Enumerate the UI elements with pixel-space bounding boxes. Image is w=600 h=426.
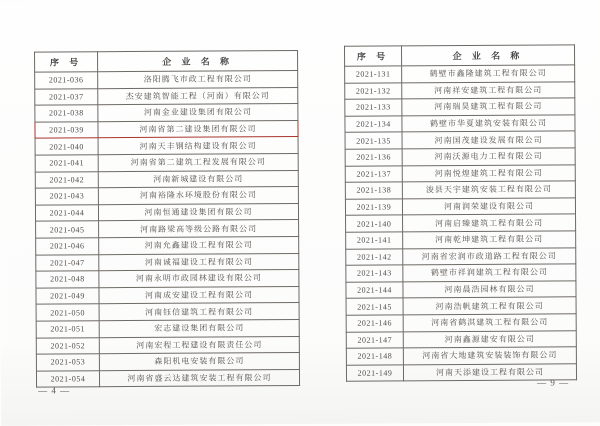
table-row [346, 281, 576, 299]
cell-serial-number: 2021-041 [35, 155, 98, 172]
cell-company-name: 河南允鑫建设工程有限公司 [99, 236, 299, 254]
cell-company-name: 鹤壁市鑫隆建筑工程有限公司 [402, 65, 575, 83]
cell-serial-number: 2021-140 [346, 215, 403, 232]
cell-serial-number: 2021-139 [345, 199, 402, 216]
table-row [345, 115, 575, 133]
table-row [345, 131, 575, 149]
table-row [346, 214, 576, 232]
cell-serial-number: 2021-131 [345, 66, 402, 83]
table-row [36, 270, 299, 288]
cell-serial-number: 2021-044 [35, 204, 98, 221]
company-table-right [344, 44, 577, 382]
cell-company-name: 河南金业建设集团有限公司 [98, 104, 298, 122]
table-body [345, 65, 577, 382]
cell-serial-number: 2021-053 [36, 354, 99, 371]
table-row [346, 264, 576, 282]
cell-serial-number: 2021-040 [35, 138, 98, 155]
cell-company-name: 河南诚福建设工程有限公司 [99, 253, 299, 271]
cell-company-name: 河南润荣建设有限公司 [402, 198, 575, 216]
table-row [35, 153, 298, 171]
cell-serial-number: 2021-043 [35, 188, 98, 205]
cell-serial-number: 2021-132 [345, 82, 402, 99]
cell-company-name: 河南钰信建筑工程有限公司 [99, 303, 299, 321]
table-row [36, 220, 299, 238]
cell-serial-number: 2021-138 [345, 182, 402, 199]
table-row [36, 286, 299, 304]
cell-serial-number: 2021-045 [36, 221, 99, 238]
cell-serial-number: 2021-143 [346, 265, 403, 282]
cell-serial-number: 2021-039 [35, 122, 98, 139]
table-row [36, 236, 299, 254]
table-row [36, 353, 299, 371]
cell-company-name: 河南祥安建筑工程有限公司 [402, 81, 575, 99]
cell-serial-number: 2021-136 [345, 149, 402, 166]
cell-company-name: 河南省第二建设集团有限公司 [98, 120, 298, 138]
cell-company-name: 河南国茂建设发展有限公司 [402, 131, 575, 149]
table-row [346, 330, 576, 348]
cell-company-name: 森阳机电安装有限公司 [99, 353, 299, 371]
cell-serial-number: 2021-146 [346, 315, 403, 332]
cell-company-name: 杰安建筑智能工程（河南）有限公司 [98, 87, 298, 105]
cell-serial-number: 2021-145 [346, 298, 403, 315]
page-number-left: — 4 — [38, 385, 71, 396]
table-body [35, 71, 300, 388]
page-number-right: — 9 — [537, 377, 570, 388]
table-row [345, 148, 575, 166]
cell-company-name: 河南省大地建筑安装装饰有限公司 [403, 347, 576, 365]
table-row [345, 98, 575, 116]
cell-serial-number: 2021-047 [36, 254, 99, 271]
table-row [36, 319, 299, 337]
cell-serial-number: 2021-137 [345, 165, 402, 182]
cell-serial-number: 2021-048 [36, 271, 99, 288]
cell-company-name: 鹤壁市祥润建筑工程有限公司 [403, 264, 576, 282]
table-row [36, 253, 299, 271]
table-row [346, 247, 576, 265]
cell-company-name: 河南永明市政园林建设有限公司 [99, 270, 299, 288]
cell-serial-number: 2021-050 [36, 304, 99, 321]
table-row [345, 81, 575, 99]
cell-company-name: 河南省鹤淇建筑工程有限公司 [403, 314, 576, 332]
table-row [35, 120, 298, 138]
cell-company-name: 河南悦煌建筑工程有限公司 [402, 164, 575, 182]
table-row [346, 314, 576, 332]
cell-company-name: 河南天添建设工程有限公司 [403, 364, 576, 382]
header-company-name: 企 业 名 称 [98, 51, 298, 72]
cell-serial-number: 2021-046 [36, 238, 99, 255]
table-row [35, 87, 298, 105]
cell-serial-number: 2021-052 [36, 337, 99, 354]
cell-company-name: 宏志建设集团有限公司 [99, 319, 299, 337]
cell-serial-number: 2021-037 [35, 88, 98, 105]
cell-company-name: 河南省宏润市政道路工程有限公司 [403, 247, 576, 265]
table-row [345, 198, 575, 216]
cell-serial-number: 2021-144 [346, 282, 403, 299]
cell-serial-number: 2021-134 [345, 116, 402, 133]
table-row [35, 203, 298, 221]
cell-company-name: 河南宏程工程建设有限责任公司 [99, 336, 299, 354]
table-row [35, 137, 298, 155]
table-row [36, 336, 299, 354]
cell-serial-number: 2021-133 [345, 99, 402, 116]
table-row [35, 187, 298, 205]
company-table-left [34, 50, 300, 388]
cell-serial-number: 2021-036 [35, 72, 98, 89]
cell-company-name: 鹤壁市华夏建筑安装有限公司 [402, 115, 575, 133]
table-row [345, 181, 575, 199]
cell-company-name: 河南瑞昊建筑工程有限公司 [402, 98, 575, 116]
table-row [345, 164, 575, 182]
cell-company-name: 河南路梁高等级公路有限公司 [99, 220, 299, 238]
cell-company-name: 河南乾坤建筑工程有限公司 [403, 231, 576, 249]
cell-serial-number: 2021-147 [346, 331, 403, 348]
cell-company-name: 河南裕隆水环境股份有限公司 [98, 187, 298, 205]
table-row [345, 65, 575, 83]
cell-company-name: 河南沃源电力工程有限公司 [402, 148, 575, 166]
table-row [346, 231, 576, 249]
cell-company-name: 河南恒通建设集团有限公司 [98, 203, 298, 221]
cell-serial-number: 2021-141 [346, 232, 403, 249]
table-row [36, 369, 299, 387]
cell-serial-number: 2021-149 [346, 365, 403, 382]
cell-serial-number: 2021-038 [35, 105, 98, 122]
table-header-row [344, 45, 574, 66]
cell-serial-number: 2021-049 [36, 287, 99, 304]
header-serial-number: 序 号 [35, 52, 98, 72]
table-row [346, 297, 576, 315]
table-row [346, 347, 576, 365]
cell-serial-number: 2021-135 [345, 132, 402, 149]
header-company-name: 企 业 名 称 [401, 45, 574, 66]
cell-serial-number: 2021-142 [346, 248, 403, 265]
cell-serial-number: 2021-042 [35, 171, 98, 188]
cell-company-name: 河南晨浩园林有限公司 [403, 281, 576, 299]
cell-serial-number: 2021-051 [36, 321, 99, 338]
cell-company-name: 河南鑫源建安有限公司 [403, 330, 576, 348]
cell-company-name: 浚县天宇建筑安装工程有限公司 [402, 181, 575, 199]
table-row [36, 303, 299, 321]
cell-serial-number: 2021-148 [346, 348, 403, 365]
cell-company-name: 河南天丰钢结构建设有限公司 [98, 137, 298, 155]
cell-company-name: 河南成安建设工程有限公司 [99, 286, 299, 304]
cell-company-name: 河南浩帆建筑工程有限公司 [403, 297, 576, 315]
cell-serial-number: 2021-054 [36, 370, 99, 387]
cell-company-name: 河南启臻建筑工程有限公司 [403, 214, 576, 232]
header-serial-number: 序 号 [344, 46, 401, 66]
table-row [35, 71, 298, 89]
table-header-row [35, 51, 298, 73]
table-row [35, 170, 298, 188]
cell-company-name: 河南新城建设有限公司 [98, 170, 298, 188]
table-row [35, 104, 298, 122]
cell-company-name: 河南省第二建筑工程发展有限公司 [98, 153, 298, 171]
cell-company-name: 河南省盛云达建筑安装工程有限公司 [99, 369, 299, 387]
cell-company-name: 洛阳腾飞市政工程有限公司 [98, 71, 298, 89]
